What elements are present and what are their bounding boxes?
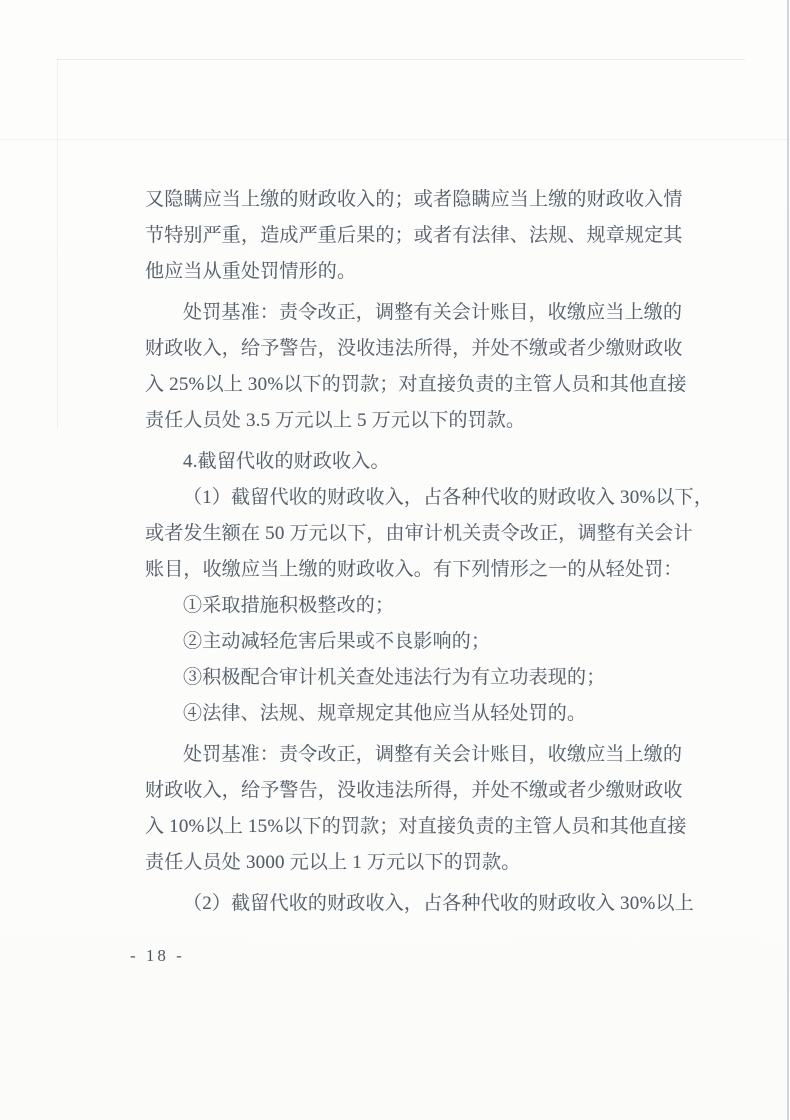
text-line: 处罚基准：责令改正，调整有关会计账目，收缴应当上缴的: [183, 302, 683, 323]
text-line: ③积极配合审计机关查处违法行为有立功表现的；: [183, 667, 606, 688]
scan-artifact-right-edge: [787, 0, 789, 1120]
text-line: 责任人员处 3000 元以上 1 万元以下的罚款。: [145, 852, 521, 873]
text-line: （2）截留代收的财政收入，占各种代收的财政收入 30%以上: [183, 893, 694, 914]
text-line: 4.截留代收的财政收入。: [183, 451, 390, 472]
text-line: 处罚基准：责令改正，调整有关会计账目，收缴应当上缴的: [183, 744, 683, 765]
text-line: 入 25%以上 30%以下的罚款；对直接负责的主管人员和其他直接: [145, 374, 687, 395]
text-line: 责任人员处 3.5 万元以上 5 万元以下的罚款。: [145, 410, 526, 431]
scan-artifact-top-edge: [57, 59, 745, 60]
document-body-text: [145, 182, 714, 922]
text-line: ④法律、法规、规章规定其他应当从轻处罚的。: [183, 703, 587, 724]
text-line: 入 10%以上 15%以下的罚款；对直接负责的主管人员和其他直接: [145, 816, 687, 837]
text-line: 他应当从重处罚情形的。: [145, 261, 357, 282]
text-line: 又隐瞒应当上缴的财政收入的；或者隐瞒应当上缴的财政收入情: [145, 189, 683, 210]
text-line: 财政收入，给予警告，没收违法所得，并处不缴或者少缴财政收: [145, 780, 683, 801]
page-number: - 18 -: [130, 946, 185, 965]
text-line: 或者发生额在 50 万元以下，由审计机关责令改正，调整有关会计: [145, 523, 693, 544]
text-line: 节特别严重，造成严重后果的；或者有法律、法规、规章规定其: [145, 225, 683, 246]
text-line: 账目，收缴应当上缴的财政收入。有下列情形之一的从轻处罚：: [145, 559, 683, 580]
scan-artifact-left-edge: [57, 59, 58, 429]
text-line: ①采取措施积极整改的；: [183, 595, 395, 616]
text-line: （1）截留代收的财政收入，占各种代收的财政收入 30%以下，: [183, 487, 714, 508]
scan-artifact-crease: [0, 139, 790, 140]
text-line: ②主动减轻危害后果或不良影响的；: [183, 631, 491, 652]
text-line: 财政收入，给予警告，没收违法所得，并处不缴或者少缴财政收: [145, 338, 683, 359]
